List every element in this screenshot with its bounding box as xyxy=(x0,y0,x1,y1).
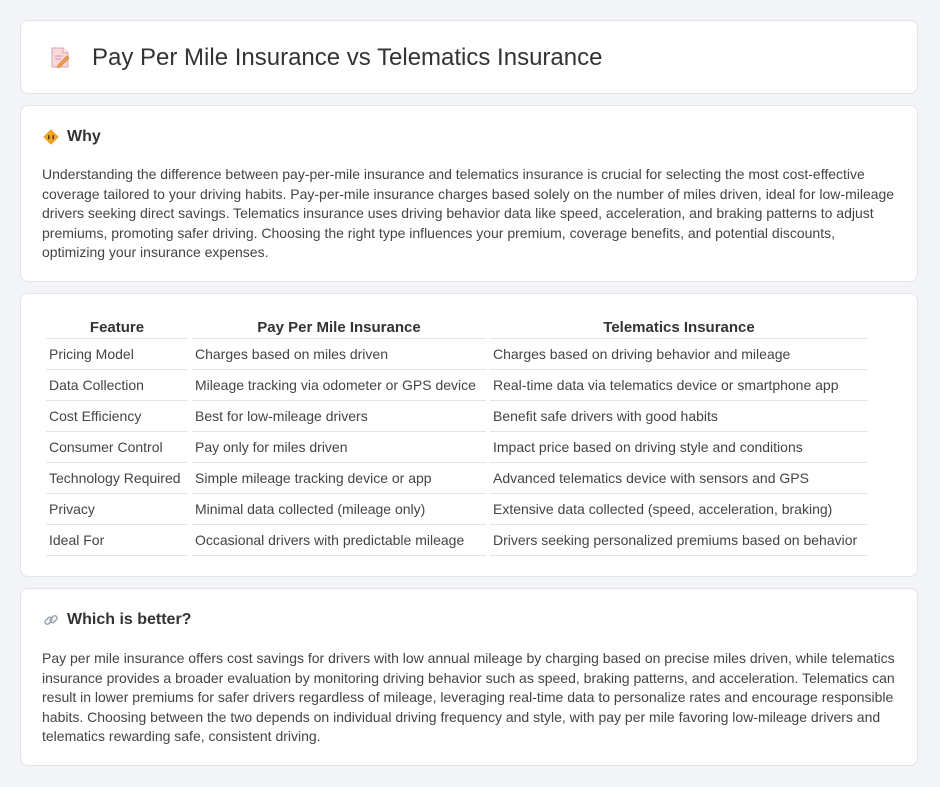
pay-per-mile-cell: Pay only for miles driven xyxy=(192,432,486,463)
feature-cell: Consumer Control xyxy=(46,432,188,463)
feature-cell: Pricing Model xyxy=(46,339,188,370)
comparison-card xyxy=(20,293,918,577)
telematics-cell: Impact price based on driving style and conditions xyxy=(490,432,868,463)
table-row xyxy=(46,339,868,370)
telematics-cell: Real-time data via telematics device or smartphone app xyxy=(490,370,868,401)
why-section xyxy=(20,105,918,282)
why-heading: Why xyxy=(67,128,101,145)
pay-per-mile-cell: Minimal data collected (mileage only) xyxy=(192,494,486,525)
why-header xyxy=(43,126,101,148)
comparison-table xyxy=(42,316,872,556)
feature-cell: Ideal For xyxy=(46,525,188,556)
table-row xyxy=(46,525,868,556)
table-row xyxy=(46,370,868,401)
telematics-cell: Charges based on driving behavior and mileage xyxy=(490,339,868,370)
pay-per-mile-cell: Simple mileage tracking device or app xyxy=(192,463,486,494)
document-pen-icon xyxy=(49,46,71,70)
pay-per-mile-cell: Charges based on miles driven xyxy=(192,339,486,370)
telematics-cell: Advanced telematics device with sensors and GPS xyxy=(490,463,868,494)
better-header xyxy=(43,609,191,631)
table-row xyxy=(46,432,868,463)
feature-cell: Data Collection xyxy=(46,370,188,401)
diamond-sign-icon xyxy=(43,129,59,145)
better-paragraph: Pay per mile insurance offers cost savings for drivers with low annual mileage by charging based on precise miles driven, while telematics insurance provides a broader evaluation by monitoring driving behavior such as speed, braking patterns, and acceleration. Telematics can result in lower premiums for safer drivers regardless of mileage, leveraging real-time data to personalize rates and encourage responsible habits. Choosing between the two depends on individual driving frequency and style, with pay per mile favoring low-mileage drivers and telematics rewarding safe, consistent driving. xyxy=(42,650,895,744)
feature-cell: Cost Efficiency xyxy=(46,401,188,432)
feature-cell: Privacy xyxy=(46,494,188,525)
column-header-feature: Feature xyxy=(46,316,188,339)
pay-per-mile-cell: Occasional drivers with predictable mileage xyxy=(192,525,486,556)
title-card xyxy=(20,20,918,94)
why-paragraph: Understanding the difference between pay-per-mile insurance and telematics insurance is crucial for selecting the most cost-effective coverage tailored to your driving habits. Pay-per-mile insurance charges based solely on the number of miles driven, ideal for low-mileage drivers seeking direct savings. Telematics insurance uses driving behavior data like speed, acceleration, and braking patterns to adjust premiums, promoting safer driving. Choosing the right type influences your premium, coverage benefits, and potential discounts, optimizing your insurance expenses. xyxy=(42,166,895,260)
feature-cell: Technology Required xyxy=(46,463,188,494)
table-row xyxy=(46,463,868,494)
pay-per-mile-cell: Best for low-mileage drivers xyxy=(192,401,486,432)
page-title: Pay Per Mile Insurance vs Telematics Insurance xyxy=(92,44,603,71)
which-is-better-section xyxy=(20,588,918,766)
link-icon xyxy=(43,612,59,628)
table-row xyxy=(46,494,868,525)
telematics-cell: Benefit safe drivers with good habits xyxy=(490,401,868,432)
table-row xyxy=(46,401,868,432)
telematics-cell: Drivers seeking personalized premiums based on behavior xyxy=(490,525,868,556)
pay-per-mile-cell: Mileage tracking via odometer or GPS device xyxy=(192,370,486,401)
telematics-cell: Extensive data collected (speed, acceleration, braking) xyxy=(490,494,868,525)
table-header-row xyxy=(46,316,868,339)
column-header-telematics: Telematics Insurance xyxy=(490,316,868,339)
column-header-pay-per-mile: Pay Per Mile Insurance xyxy=(192,316,486,339)
better-heading: Which is better? xyxy=(67,611,192,628)
